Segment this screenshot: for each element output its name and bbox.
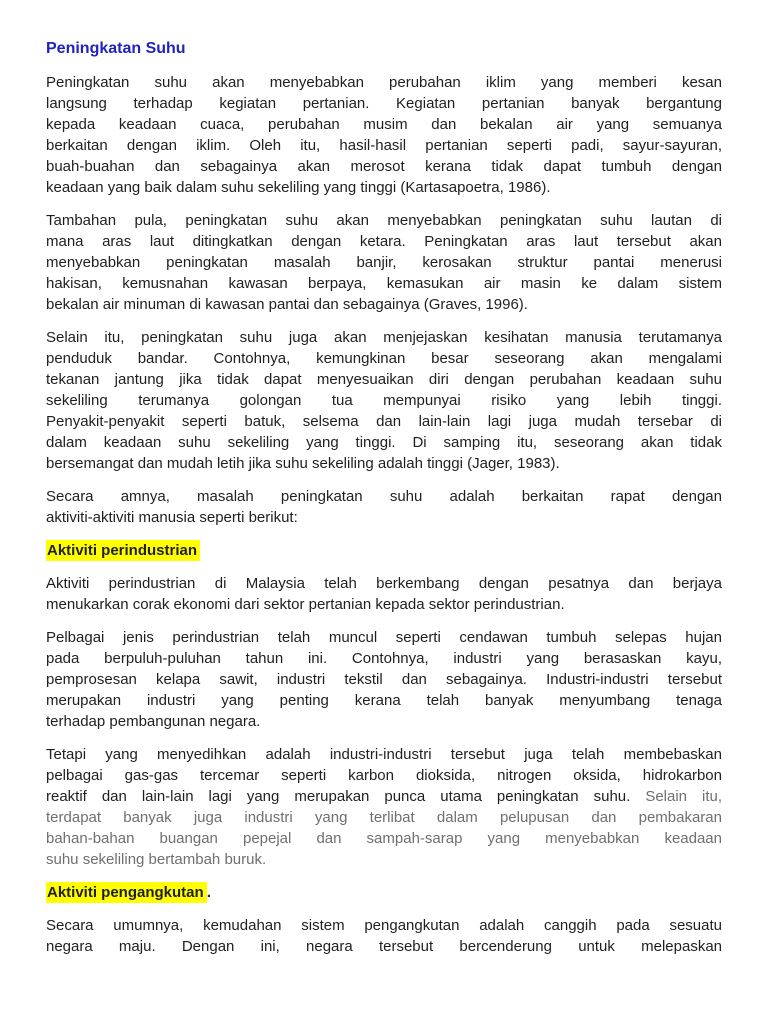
para-activities-intro [46,486,722,528]
text-line [46,411,722,432]
text-segment: pada berpuluh-puluhan tahun ini. Contohnya, industri yang berasaskan kayu, [46,650,722,667]
para-industrial-pollution [46,744,722,870]
text-line [46,849,722,870]
muted-text-segment: suhu sekeliling bertambah buruk. [46,851,267,868]
text-segment: bekalan air minuman di kawasan pantai dan sebagainya (Graves, 1996). [46,296,528,313]
text-segment: buah-buahan dan sebagainya akan merosot kerana tidak dapat tumbuh dengan [46,158,722,175]
text-segment: mana aras laut ditingkatkan dengan ketara. Peningkatan aras laut tersebut akan [46,233,722,250]
text-segment: pelbagai gas-gas tercemar seperti karbon dioksida, nitrogen oksida, hidrokarbon [46,767,722,784]
text-line [46,594,722,615]
muted-text-segment: bahan-bahan buangan pepejal dan sampah-sarap yang menyebabkan keadaan [46,830,722,847]
text-line [46,114,722,135]
text-segment: Secara umumnya, kemudahan sistem pengangkutan adalah canggih pada sesuatu [46,917,722,934]
text-segment: hakisan, kemusnahan kawasan berpaya, kemasukan air masin ke dalam sistem [46,275,722,292]
para-transport-intro [46,915,722,957]
text-line [46,573,722,594]
text-segment: Penyakit-penyakit seperti batuk, selsema dan lain-lain lagi juga mudah tersebar di [46,413,722,430]
text-line [46,711,722,732]
heading-aktiviti-pengangkutan [46,882,722,903]
text-line [46,210,722,231]
text-segment: Peningkatan suhu akan menyebabkan perubahan iklim yang memberi kesan [46,74,722,91]
text-segment: Selain itu, peningkatan suhu juga akan menjejaskan kesihatan manusia terutamanya [46,329,722,346]
text-line [46,648,722,669]
text-line [46,627,722,648]
text-segment: merupakan industri yang penting kerana telah banyak menyumbang tenaga [46,692,722,709]
text-line [46,432,722,453]
text-segment: reaktif dan lain-lain lagi yang merupakan punca utama peningkatan suhu. [46,788,631,805]
text-line [46,294,722,315]
muted-text-segment: terdapat banyak juga industri yang terlibat dalam pelupusan dan pembakaran [46,809,722,826]
text-line [46,327,722,348]
text-segment: langsung terhadap kegiatan pertanian. Kegiatan pertanian banyak bergantung [46,95,722,112]
text-line [46,807,722,828]
text-segment: tekanan jantung jika tidak dapat menyesuaikan diri dengan perubahan keadaan suhu [46,371,722,388]
text-segment: sekeliling terumanya golongan tua mempunyai risiko yang lebih tinggi. [46,392,722,409]
heading-aktiviti-pengangkutan-suffix: . [206,884,211,901]
document-title: Peningkatan Suhu [46,40,186,57]
para-industrial-growth [46,573,722,615]
text-segment: keadaan yang baik dalam suhu sekeliling yang tinggi (Kartasapoetra, 1986). [46,179,551,196]
muted-text-segment: Selain itu, [645,788,723,805]
text-segment: bersemangat dan mudah letih jika suhu sekeliling adalah tinggi (Jager, 1983). [46,455,560,472]
text-segment: negara maju. Dengan ini, negara tersebut bercenderung untuk melepaskan [46,938,722,955]
text-segment: berkaitan dengan iklim. Oleh itu, hasil-hasil pertanian seperti padi, sayur-sayuran, [46,137,722,154]
text-segment: menyebabkan peningkatan masalah banjir, kerosakan struktur pantai menerusi [46,254,722,271]
text-line [46,453,722,474]
text-segment: penduduk bandar. Contohnya, kemungkinan besar seseorang akan mengalami [46,350,722,367]
text-line [46,828,722,849]
text-segment: Tetapi yang menyedihkan adalah industri-industri tersebut juga telah membebaskan [46,746,722,763]
text-line [46,507,722,528]
text-line [46,915,722,936]
heading-aktiviti-perindustrian-highlight: Aktiviti perindustrian [46,540,200,561]
text-line [46,765,722,786]
text-segment: kepada keadaan cuaca, perubahan musim dan bekalan air yang semuanya [46,116,722,133]
para-human-health [46,327,722,474]
text-segment: pemprosesan kelapa sawit, industri tekstil dan sebagainya. Industri-industri tersebut [46,671,722,688]
text-segment: Tambahan pula, peningkatan suhu akan menyebabkan peningkatan suhu lautan di [46,212,722,229]
document-blocks [46,72,722,957]
para-impact-agriculture [46,72,722,198]
heading-aktiviti-perindustrian [46,540,722,561]
text-line [46,135,722,156]
text-line [46,369,722,390]
text-segment: aktiviti-aktiviti manusia seperti berikut: [46,509,298,526]
text-segment: dalam keadaan suhu sekeliling yang tinggi. Di samping itu, seseorang akan tidak [46,434,722,451]
text-line [46,786,722,807]
text-line [46,348,722,369]
text-line [46,390,722,411]
text-line [46,231,722,252]
text-line [46,669,722,690]
text-line [46,156,722,177]
text-segment: Aktiviti perindustrian di Malaysia telah berkembang dengan pesatnya dan berjaya [46,575,722,592]
text-segment: Pelbagai jenis perindustrian telah muncul seperti cendawan tumbuh selepas hujan [46,629,722,646]
text-line [46,690,722,711]
text-segment: Secara amnya, masalah peningkatan suhu adalah berkaitan rapat dengan [46,488,722,505]
text-line [46,486,722,507]
text-line [46,93,722,114]
text-line [46,936,722,957]
text-line [46,72,722,93]
para-sea-level-rise [46,210,722,315]
text-line [46,273,722,294]
heading-aktiviti-pengangkutan-highlight: Aktiviti pengangkutan [46,882,207,903]
text-line [46,252,722,273]
text-segment: menukarkan corak ekonomi dari sektor pertanian kepada sektor perindustrian. [46,596,565,613]
para-industry-emergence [46,627,722,732]
text-line [46,744,722,765]
text-segment: terhadap pembangunan negara. [46,713,261,730]
text-line [46,177,722,198]
